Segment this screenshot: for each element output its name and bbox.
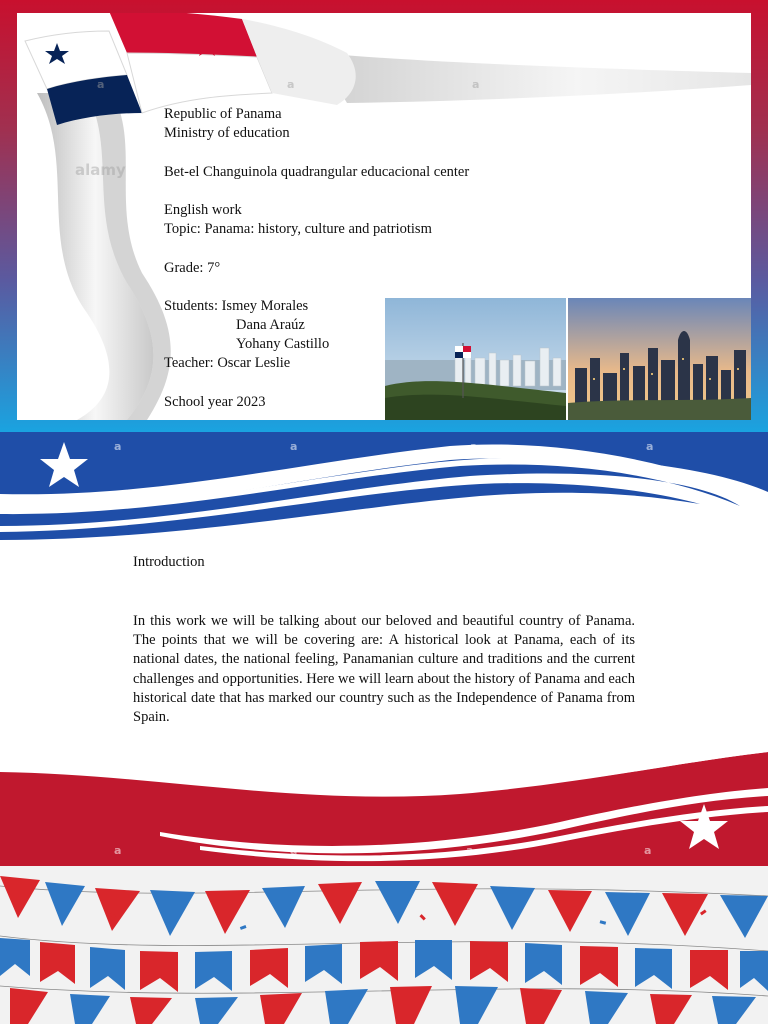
introduction-paragraph: In this work we will be talking about our beloved and beautiful country of Panama. The points that we will be covering are: A historical look at Panama, each of its national dates, the national feeling, Panamanian culture and traditions and the current challenges and opportunities. Here we will learn about the history of Panama and each historical date that has marked our country such as the Independence of Panama from Spain.	[133, 613, 635, 726]
republic-line: Republic of Panama	[164, 106, 282, 122]
cover-page	[0, 0, 768, 432]
bunting-flags	[0, 876, 768, 1024]
grade-line: Grade: 7°	[164, 259, 221, 276]
bunting-page	[0, 866, 768, 1024]
introduction-page	[0, 432, 768, 866]
svg-text:a: a	[97, 78, 105, 91]
svg-text:a: a	[287, 78, 295, 91]
svg-text:a: a	[470, 440, 478, 453]
svg-text:a: a	[114, 440, 122, 453]
ministry-line: Ministry of education	[164, 125, 290, 142]
teacher-line: Teacher: Oscar Leslie	[164, 355, 291, 372]
svg-text:a: a	[290, 844, 298, 857]
party-bunting-graphic	[0, 866, 768, 1024]
svg-text:a: a	[472, 78, 480, 91]
topic-line: Topic: Panama: history, culture and patriotism	[164, 221, 432, 238]
cover-sheet	[17, 13, 751, 420]
svg-text:a: a	[466, 844, 474, 857]
students-line: Students: Ismey Morales	[164, 297, 309, 314]
svg-text:a: a	[644, 844, 652, 857]
svg-text:a: a	[290, 440, 298, 453]
work-line: English work	[164, 201, 242, 218]
school-year-line: School year 2023	[164, 393, 266, 410]
svg-text:alamy: alamy	[75, 161, 126, 179]
student-2-line: Dana Araúz	[236, 317, 305, 334]
school-line: Bet-el Changuinola quadrangular educacional center	[164, 163, 470, 180]
svg-text:a: a	[114, 844, 122, 857]
svg-text:a: a	[646, 440, 654, 453]
panama-city-photo	[385, 298, 751, 420]
introduction-heading: Introduction	[133, 554, 205, 570]
student-3-line: Yohany Castillo	[236, 336, 330, 353]
